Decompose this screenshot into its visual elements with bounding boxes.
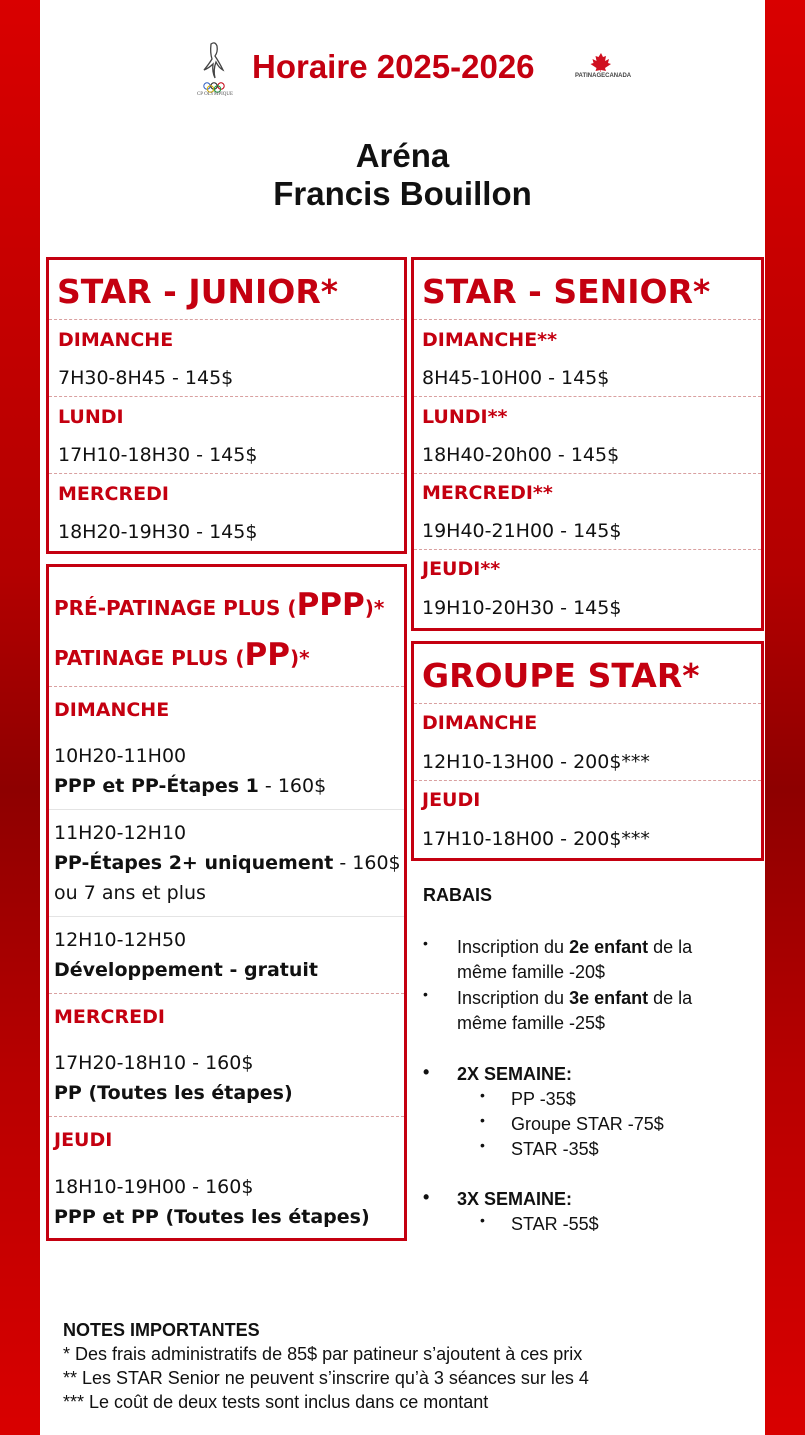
- notes-title: NOTES IMPORTANTES: [63, 1320, 260, 1340]
- ppp-title: [54, 587, 404, 623]
- note-line: * Des frais administratifs de 85$ par patineur s’ajoutent à ces prix: [63, 1344, 583, 1364]
- pp-slot-time: 18H10-19H00 - 160$: [54, 1176, 254, 1198]
- divider: [49, 1116, 404, 1117]
- star-junior-slot: 18H20-19H30 - 145$: [58, 521, 258, 543]
- groupe-star-day: DIMANCHE: [422, 712, 538, 734]
- star-junior-title: STAR - JUNIOR*: [57, 272, 339, 311]
- rabais-text-b: de la: [648, 937, 693, 957]
- star-senior-box: [411, 257, 764, 631]
- pp-slot-time: 17H20-18H10 - 160$: [54, 1052, 254, 1074]
- star-senior-day: MERCREDI**: [422, 482, 553, 504]
- divider: [414, 703, 761, 704]
- page-title: Horaire 2025-2026: [252, 48, 535, 85]
- star-junior-day: LUNDI: [58, 406, 124, 428]
- notes-section: [63, 1318, 763, 1414]
- pp-slot-desc: [54, 959, 404, 981]
- star-senior-slot: 8H45-10H00 - 145$: [422, 367, 610, 389]
- pp-title-b: )*: [289, 646, 310, 670]
- rabais-section: [423, 885, 763, 1234]
- divider: [49, 319, 404, 320]
- star-senior-slot: 19H40-21H00 - 145$: [422, 520, 622, 542]
- divider: [49, 473, 404, 474]
- arena-name: [0, 137, 805, 213]
- divider: [49, 993, 404, 994]
- rabais-text-b: de la: [648, 988, 693, 1008]
- pp-slot-desc: [54, 1206, 404, 1228]
- star-junior-day: MERCREDI: [58, 483, 169, 505]
- rabais-title: RABAIS: [423, 885, 493, 905]
- arena-line-2: Francis Bouillon: [273, 175, 532, 212]
- pp-title: [54, 637, 404, 673]
- bullet-icon: •: [480, 1137, 485, 1153]
- pp-slot-bold: PPP et PP (Toutes les étapes): [54, 1206, 370, 1228]
- pp-slot-extra: ou 7 ans et plus: [54, 882, 206, 904]
- star-junior-day: DIMANCHE: [58, 329, 174, 351]
- pp-slot-time: 10H20-11H00: [54, 745, 187, 767]
- rabais-text-line2: même famille -25$: [457, 1013, 606, 1033]
- right-red-border: [765, 0, 805, 1435]
- skate-canada-logo-icon: [575, 52, 632, 82]
- bullet-icon: •: [423, 1062, 430, 1082]
- week3-item-text: STAR -55$: [511, 1214, 599, 1234]
- pp-slot-price: - 160$: [258, 775, 327, 797]
- pp-slot-desc: [54, 775, 404, 797]
- rabais-text-bold: 3e enfant: [569, 988, 649, 1008]
- bullet-icon: •: [423, 1187, 430, 1207]
- right-logo-caption: PATINAGECANADA: [575, 73, 632, 79]
- pp-slot-desc: [54, 1082, 404, 1104]
- groupe-star-slot: 17H10-18H00 - 200$***: [422, 828, 650, 850]
- bullet-icon: •: [480, 1212, 485, 1228]
- rabais-item-text: [457, 935, 692, 985]
- rabais-text-bold: 2e enfant: [569, 937, 649, 957]
- pp-slot-price: - 160$: [333, 852, 401, 874]
- star-senior-day: DIMANCHE**: [422, 329, 558, 351]
- pp-slot-time: 11H20-12H10: [54, 822, 187, 844]
- week2-item-text: Groupe STAR -75$: [511, 1114, 664, 1134]
- ppp-title-a: PRÉ-PATINAGE PLUS (: [54, 596, 297, 620]
- divider: [414, 473, 761, 474]
- bullet-icon: •: [423, 935, 428, 951]
- star-senior-slot: 18H40-20h00 - 145$: [422, 444, 620, 466]
- note-line: ** Les STAR Senior ne peuvent s’inscrire qu’à 3 séances sur les 4: [63, 1368, 589, 1388]
- rabais-item-text: [457, 986, 692, 1036]
- star-senior-title: STAR - SENIOR*: [422, 272, 711, 311]
- ppp-title-big: PPP: [296, 587, 365, 623]
- week3-title: 3X SEMAINE:: [457, 1189, 573, 1209]
- divider: [49, 916, 404, 917]
- divider: [414, 780, 761, 781]
- divider: [49, 686, 404, 687]
- skater-logo-icon: [195, 40, 235, 102]
- week2-item-text: PP -35$: [511, 1089, 576, 1109]
- groupe-star-title: GROUPE STAR*: [422, 656, 700, 695]
- star-senior-day: JEUDI**: [422, 558, 501, 580]
- divider: [49, 396, 404, 397]
- star-junior-slot: 7H30-8H45 - 145$: [58, 367, 234, 389]
- star-senior-slot: 19H10-20H30 - 145$: [422, 597, 622, 619]
- bullet-icon: •: [480, 1087, 485, 1103]
- note-line: *** Le coût de deux tests sont inclus dans ce montant: [63, 1392, 489, 1412]
- pp-slot-time: 12H10-12H50: [54, 929, 187, 951]
- star-junior-slot: 17H10-18H30 - 145$: [58, 444, 258, 466]
- star-senior-day: LUNDI**: [422, 406, 508, 428]
- pp-slot-bold: PP (Toutes les étapes): [54, 1082, 293, 1104]
- week2-item-text: STAR -35$: [511, 1139, 599, 1159]
- rabais-text-a: Inscription du: [457, 988, 570, 1008]
- week2-title: 2X SEMAINE:: [457, 1064, 573, 1084]
- bullet-icon: •: [480, 1112, 485, 1128]
- star-junior-box: [46, 257, 407, 554]
- pp-title-a: PATINAGE PLUS (: [54, 646, 245, 670]
- arena-line-1: Aréna: [355, 137, 450, 174]
- pp-slot-bold: Développement - gratuit: [54, 959, 318, 981]
- pp-day: MERCREDI: [54, 1006, 165, 1028]
- pp-day: DIMANCHE: [54, 699, 170, 721]
- groupe-star-day: JEUDI: [422, 789, 481, 811]
- divider: [414, 319, 761, 320]
- left-logo-caption: CP OLYMPIQUE: [196, 92, 234, 97]
- pp-slot-bold: PPP et PP-Étapes 1: [54, 775, 259, 797]
- pp-day: JEUDI: [54, 1129, 113, 1151]
- pp-title-big: PP: [244, 637, 290, 673]
- groupe-star-slot: 12H10-13H00 - 200$***: [422, 751, 650, 773]
- left-red-border: [0, 0, 40, 1435]
- rabais-text-line2: même famille -20$: [457, 962, 606, 982]
- bullet-icon: •: [423, 986, 428, 1002]
- pp-slot-bold: PP-Étapes 2+ uniquement: [54, 852, 334, 874]
- pp-slot-desc: [54, 852, 404, 874]
- divider: [414, 396, 761, 397]
- rabais-text-a: Inscription du: [457, 937, 570, 957]
- groupe-star-box: [411, 641, 764, 861]
- patinage-plus-box: [46, 564, 407, 1241]
- divider: [49, 809, 404, 810]
- ppp-title-b: )*: [364, 596, 385, 620]
- divider: [414, 549, 761, 550]
- header: [195, 40, 635, 100]
